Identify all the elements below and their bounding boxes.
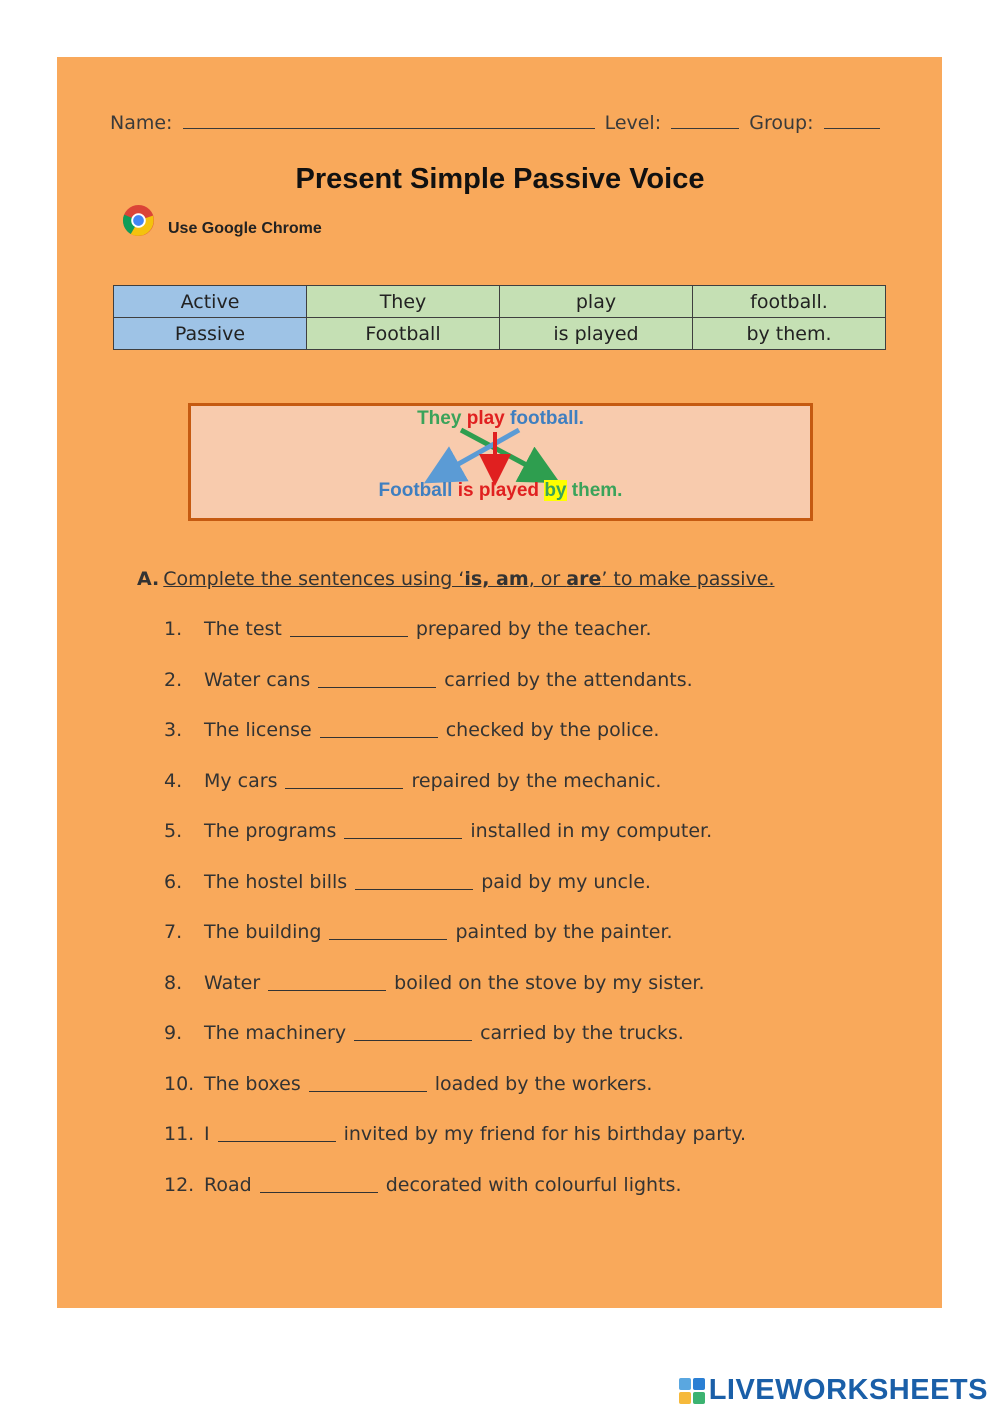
name-field[interactable] bbox=[183, 112, 595, 129]
item-text-before: The license bbox=[204, 719, 312, 741]
page-title: Present Simple Passive Voice bbox=[295, 163, 705, 195]
verb-cell: is played bbox=[500, 318, 693, 350]
passive-verb: is played bbox=[457, 480, 540, 501]
passive-sentence bbox=[191, 480, 810, 502]
answer-blank[interactable] bbox=[320, 719, 438, 738]
level-label: Level: bbox=[604, 112, 662, 134]
browser-note-label: Use Google Chrome bbox=[168, 220, 322, 237]
exercise-item bbox=[164, 871, 746, 922]
item-number: 3. bbox=[164, 719, 183, 741]
name-label: Name: bbox=[110, 112, 173, 134]
item-text-after: invited by my friend for his birthday party. bbox=[343, 1123, 747, 1145]
liveworksheets-brand: LIVEWORKSHEETS bbox=[708, 1374, 988, 1406]
voice-type-cell: Active bbox=[114, 286, 307, 318]
instruction-part: ’ to make passive. bbox=[601, 568, 775, 590]
voice-type-cell: Passive bbox=[114, 318, 307, 350]
item-number: 10. bbox=[164, 1072, 195, 1095]
item-text-after: carried by the trucks. bbox=[480, 1022, 684, 1044]
exercise-item bbox=[164, 669, 746, 720]
exercise-item bbox=[164, 1174, 746, 1225]
item-text-after: prepared by the teacher. bbox=[415, 618, 652, 640]
item-text-before: I bbox=[204, 1123, 210, 1145]
answer-blank[interactable] bbox=[318, 669, 436, 688]
active-object: football. bbox=[510, 408, 584, 429]
passive-subject: Football bbox=[378, 480, 453, 501]
table-row bbox=[114, 318, 886, 350]
item-text-after: boiled on the stove by my sister. bbox=[394, 971, 705, 994]
item-number: 7. bbox=[164, 921, 183, 943]
exercise-item bbox=[164, 1022, 746, 1073]
exercise-item bbox=[164, 770, 746, 821]
exercise-item bbox=[164, 1073, 746, 1124]
item-text-after: checked by the police. bbox=[445, 719, 660, 741]
answer-blank[interactable] bbox=[268, 972, 386, 991]
active-sentence bbox=[191, 408, 810, 430]
answer-blank[interactable] bbox=[260, 1174, 378, 1193]
item-number: 11. bbox=[164, 1123, 195, 1145]
passive-by: by bbox=[544, 480, 567, 501]
item-text-before: The machinery bbox=[204, 1022, 347, 1044]
subject-cell: Football bbox=[307, 318, 500, 350]
exercise-item bbox=[164, 618, 746, 669]
item-text-before: The boxes bbox=[204, 1072, 301, 1095]
item-text-before: My cars bbox=[204, 769, 278, 792]
answer-blank[interactable] bbox=[355, 871, 473, 890]
item-number: 5. bbox=[164, 820, 183, 842]
exercise-item bbox=[164, 719, 746, 770]
item-number: 2. bbox=[164, 668, 183, 691]
group-field[interactable] bbox=[824, 112, 880, 129]
exercise-list bbox=[164, 618, 746, 1224]
exercise-item bbox=[164, 921, 746, 972]
item-text-after: installed in my computer. bbox=[470, 820, 713, 842]
exercise-item bbox=[164, 1123, 746, 1174]
student-info-line bbox=[110, 112, 890, 134]
item-text-before: Water cans bbox=[204, 668, 311, 691]
table-row bbox=[114, 286, 886, 318]
item-number: 8. bbox=[164, 971, 183, 994]
instruction-bold: is, am bbox=[464, 568, 529, 590]
object-cell: football. bbox=[693, 286, 886, 318]
exercise-item bbox=[164, 820, 746, 871]
subject-cell: They bbox=[307, 286, 500, 318]
section-label: A. bbox=[137, 568, 160, 590]
object-cell: by them. bbox=[693, 318, 886, 350]
voice-table bbox=[113, 285, 886, 350]
instruction-text bbox=[163, 568, 774, 590]
answer-blank[interactable] bbox=[285, 770, 403, 789]
liveworksheets-logo[interactable] bbox=[679, 1374, 988, 1407]
item-text-after: paid by my uncle. bbox=[481, 870, 651, 893]
chrome-icon bbox=[122, 204, 155, 237]
item-text-before: The test bbox=[204, 618, 282, 640]
liveworksheets-icon bbox=[679, 1378, 705, 1404]
group-label: Group: bbox=[749, 112, 814, 134]
passive-agent: them. bbox=[571, 480, 623, 501]
item-text-before: The hostel bills bbox=[204, 870, 348, 893]
answer-blank[interactable] bbox=[309, 1073, 427, 1092]
transformation-diagram bbox=[188, 403, 813, 521]
answer-blank[interactable] bbox=[218, 1123, 336, 1142]
item-text-after: painted by the painter. bbox=[455, 921, 673, 943]
answer-blank[interactable] bbox=[290, 618, 408, 637]
item-number: 12. bbox=[164, 1173, 195, 1196]
item-number: 9. bbox=[164, 1022, 183, 1044]
browser-note bbox=[122, 202, 322, 238]
item-text-after: loaded by the workers. bbox=[434, 1072, 653, 1095]
instruction-part: Complete the sentences using ‘ bbox=[163, 568, 465, 590]
verb-cell: play bbox=[500, 286, 693, 318]
active-subject: They bbox=[417, 408, 462, 429]
item-number: 4. bbox=[164, 769, 183, 792]
item-number: 1. bbox=[164, 618, 183, 640]
instruction-part: , or bbox=[528, 568, 567, 590]
instruction-bold: are bbox=[566, 568, 602, 590]
item-text-before: The programs bbox=[204, 820, 337, 842]
level-field[interactable] bbox=[671, 112, 739, 129]
answer-blank[interactable] bbox=[329, 921, 447, 940]
item-number: 6. bbox=[164, 870, 183, 893]
item-text-before: Road bbox=[204, 1173, 252, 1196]
answer-blank[interactable] bbox=[354, 1022, 472, 1041]
item-text-after: decorated with colourful lights. bbox=[385, 1173, 682, 1196]
item-text-before: The building bbox=[204, 921, 322, 943]
item-text-after: repaired by the mechanic. bbox=[411, 769, 662, 792]
item-text-after: carried by the attendants. bbox=[444, 668, 693, 691]
section-instruction bbox=[137, 568, 774, 590]
exercise-item bbox=[164, 972, 746, 1023]
active-verb: play bbox=[466, 408, 505, 429]
answer-blank[interactable] bbox=[344, 820, 462, 839]
item-text-before: Water bbox=[204, 971, 261, 994]
